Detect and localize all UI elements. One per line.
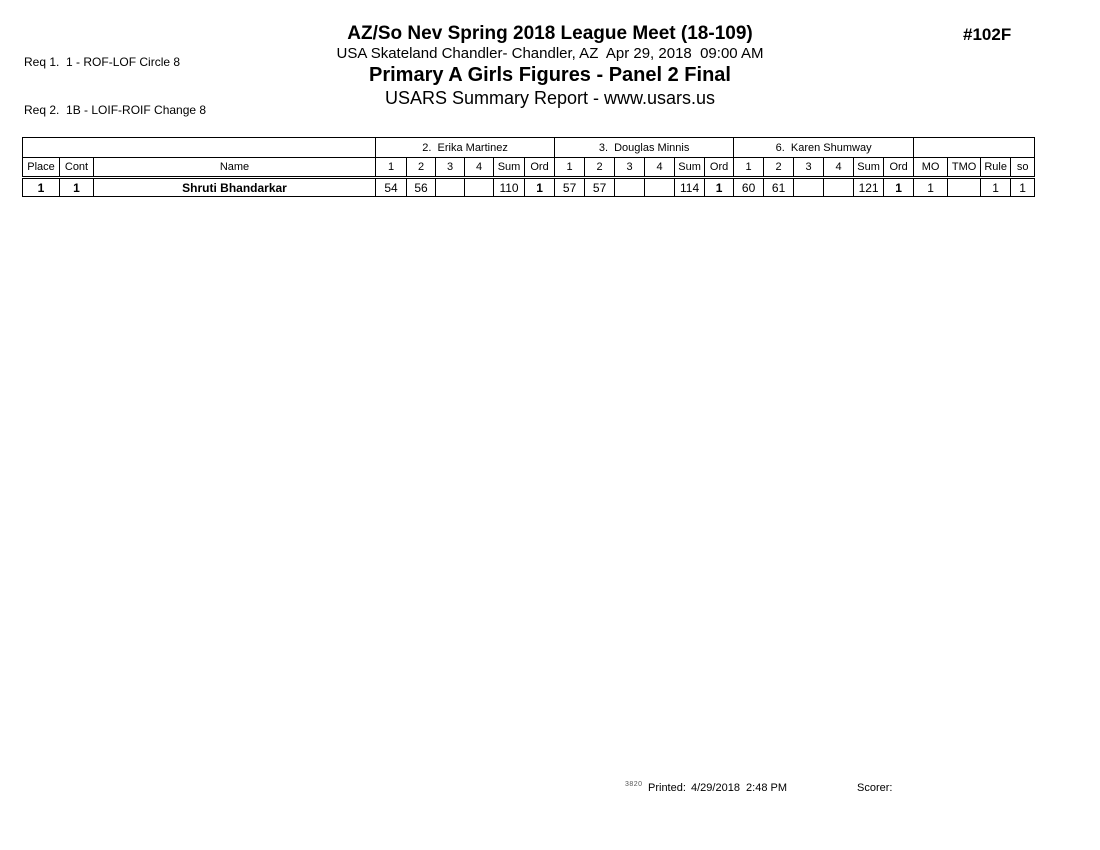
printed-timestamp: 4/29/2018 2:48 PM — [691, 782, 788, 794]
col-header-j3-2: 2 — [764, 158, 794, 178]
meet-title: AZ/So Nev Spring 2018 League Meet (18-109) — [347, 23, 753, 44]
cell-skater-name: Shruti Bhandarkar — [94, 178, 376, 197]
cell-j1-s3 — [436, 178, 465, 197]
cell-cont: 1 — [60, 178, 94, 197]
col-header-j3-4: 4 — [824, 158, 854, 178]
col-header-j3-3: 3 — [794, 158, 824, 178]
col-header-j1-4: 4 — [465, 158, 494, 178]
col-header-j1-ord: Ord — [525, 158, 555, 178]
cell-place: 1 — [23, 178, 60, 197]
col-header-tmo: TMO — [948, 158, 981, 178]
cell-so: 1 — [1011, 178, 1035, 197]
cell-j3-sum: 121 — [854, 178, 884, 197]
col-header-j3-ord: Ord — [884, 158, 914, 178]
cell-j2-s2: 57 — [585, 178, 615, 197]
col-header-place: Place — [23, 158, 60, 178]
cell-j3-s1: 60 — [734, 178, 764, 197]
footer-code: 3820 — [625, 781, 643, 788]
col-header-name: Name — [94, 158, 376, 178]
col-header-j2-1: 1 — [555, 158, 585, 178]
report-type-line: USARS Summary Report - www.usars.us — [384, 88, 716, 108]
col-header-j1-3: 3 — [436, 158, 465, 178]
judge-2-name: 3. Douglas Minnis — [555, 138, 734, 158]
col-header-j3-sum: Sum — [854, 158, 884, 178]
col-header-mo: MO — [914, 158, 948, 178]
cell-j1-ord: 1 — [525, 178, 555, 197]
venue-date-line: USA Skateland Chandler- Chandler, AZ Apr 29, 2018 09:00 AM — [336, 45, 764, 62]
cell-j3-s3 — [794, 178, 824, 197]
judges-row-left-spacer — [23, 138, 376, 158]
printed-label: Printed: — [648, 782, 686, 794]
col-header-j1-1: 1 — [376, 158, 407, 178]
cell-j1-sum: 110 — [494, 178, 525, 197]
cell-j2-ord: 1 — [705, 178, 734, 197]
judges-row-right-spacer — [914, 138, 1035, 158]
results-table — [22, 137, 1035, 197]
report-number: #102F — [963, 25, 1012, 44]
cell-tmo — [948, 178, 981, 197]
result-row — [23, 178, 1035, 197]
report-header — [0, 23, 1100, 111]
col-header-j2-4: 4 — [645, 158, 675, 178]
event-title: Primary A Girls Figures - Panel 2 Final — [369, 64, 731, 86]
col-header-rule: Rule — [981, 158, 1011, 178]
cell-j2-s4 — [645, 178, 675, 197]
col-header-cont: Cont — [60, 158, 94, 178]
scorer-label: Scorer: — [857, 782, 893, 794]
col-header-j3-1: 1 — [734, 158, 764, 178]
req-line-2: Req 2. 1B - LOIF-ROIF Change 8 — [24, 103, 207, 117]
cell-j1-s1: 54 — [376, 178, 407, 197]
judge-1-name: 2. Erika Martinez — [376, 138, 555, 158]
cell-j3-ord: 1 — [884, 178, 914, 197]
cell-j3-s2: 61 — [764, 178, 794, 197]
req-line-1: Req 1. 1 - ROF-LOF Circle 8 — [24, 55, 181, 69]
cell-mo: 1 — [914, 178, 948, 197]
col-header-j1-2: 2 — [407, 158, 436, 178]
cell-rule: 1 — [981, 178, 1011, 197]
cell-j1-s4 — [465, 178, 494, 197]
column-header-row — [23, 158, 1035, 178]
cell-j2-s1: 57 — [555, 178, 585, 197]
cell-j3-s4 — [824, 178, 854, 197]
col-header-j2-sum: Sum — [675, 158, 705, 178]
col-header-j1-sum: Sum — [494, 158, 525, 178]
cell-j2-s3 — [615, 178, 645, 197]
col-header-j2-3: 3 — [615, 158, 645, 178]
cell-j1-s2: 56 — [407, 178, 436, 197]
col-header-j2-2: 2 — [585, 158, 615, 178]
col-header-so: so — [1011, 158, 1035, 178]
col-header-j2-ord: Ord — [705, 158, 734, 178]
cell-j2-sum: 114 — [675, 178, 705, 197]
judge-3-name: 6. Karen Shumway — [734, 138, 914, 158]
judges-row — [23, 138, 1035, 158]
